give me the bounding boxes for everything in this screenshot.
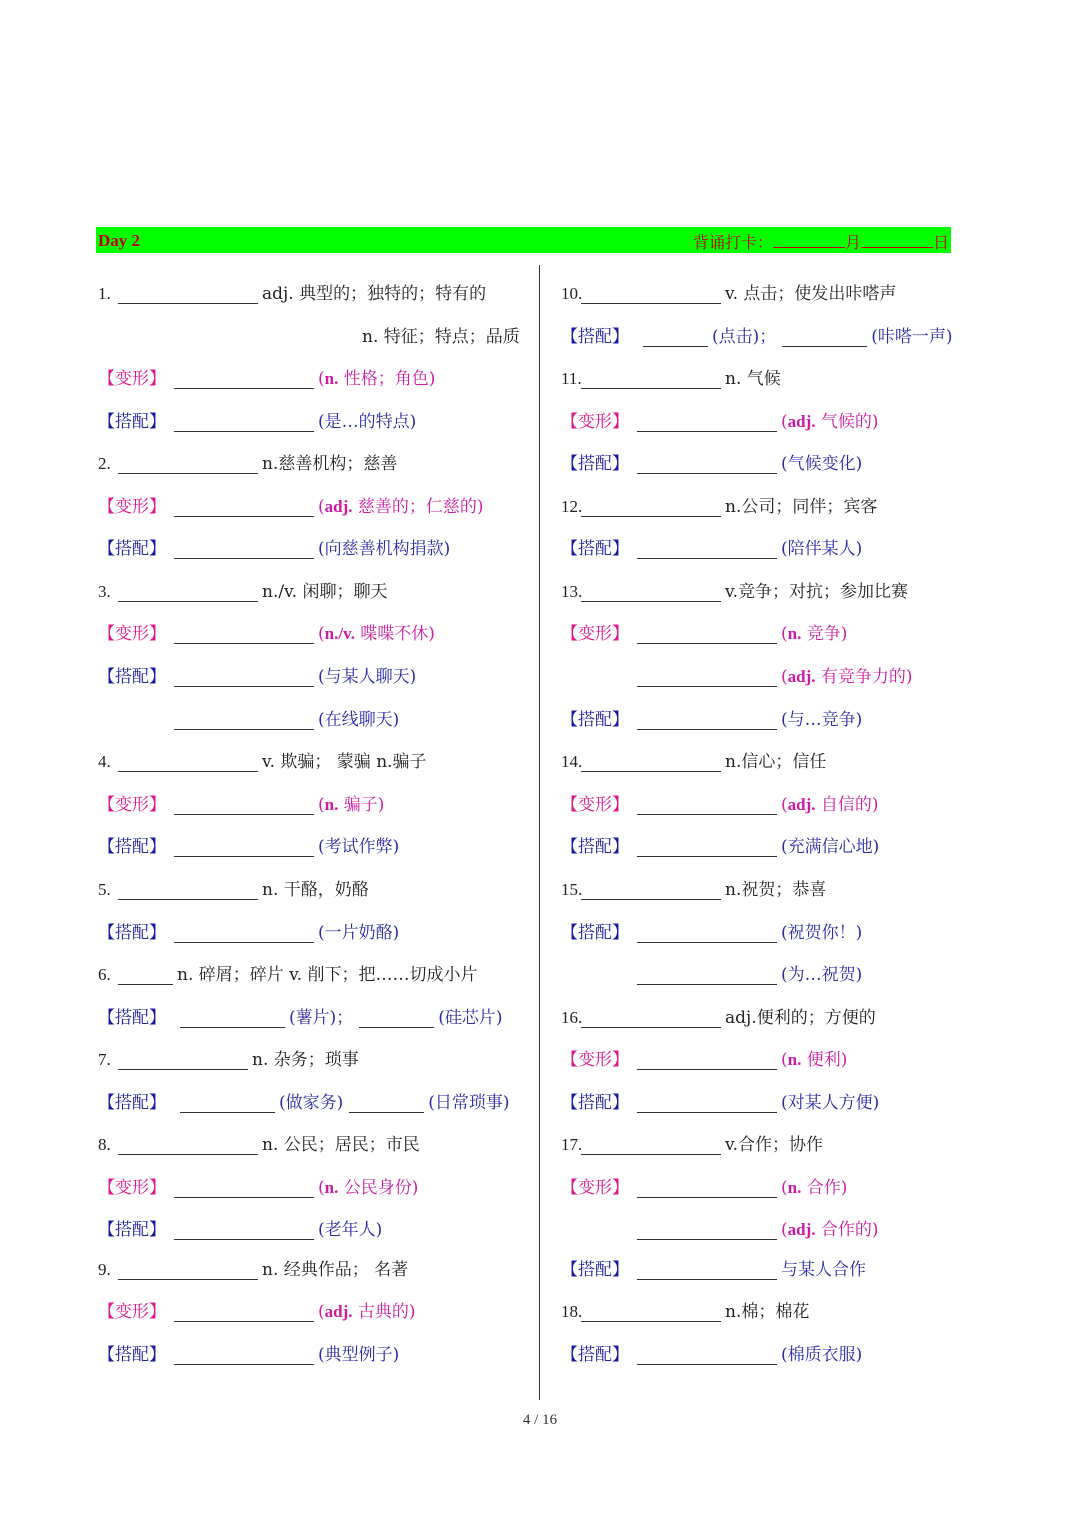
entry-meaning: n. 特征；特点；品质 <box>362 327 520 347</box>
entry-number: 5. <box>98 880 111 899</box>
row-l17 <box>98 955 478 985</box>
hint-text: (充满信心地) <box>781 837 880 857</box>
answer-blank[interactable] <box>118 457 258 474</box>
bianxing-tag: 【变形】 <box>98 1302 166 1322</box>
row-r14 <box>561 827 879 857</box>
entry-meaning: n.慈善机构；慈善 <box>262 454 398 474</box>
bianxing-tag: 【变形】 <box>561 795 629 815</box>
hint-text-2: (硅芯片) <box>438 1008 503 1028</box>
row-r4 <box>561 402 879 432</box>
answer-blank[interactable] <box>174 372 314 389</box>
row-l11 <box>98 700 399 730</box>
answer-blank[interactable] <box>581 1138 721 1155</box>
answer-blank[interactable] <box>118 1138 258 1155</box>
row-r9 <box>561 614 847 644</box>
answer-blank[interactable] <box>118 755 258 772</box>
bianxing-tag: 【变形】 <box>98 795 166 815</box>
answer-blank[interactable] <box>174 415 314 432</box>
row-l16 <box>98 913 399 943</box>
row-r24 <box>561 1250 866 1280</box>
answer-blank[interactable] <box>174 542 314 559</box>
entry-meaning: n. 碎屑；碎片 v. 削下；把……切成小片 <box>177 965 478 985</box>
hint-text: (adj. 有竞争力的) <box>781 667 913 687</box>
dapei-tag: 【搭配】 <box>98 1008 166 1028</box>
answer-blank[interactable] <box>174 670 314 687</box>
day-text: 日 <box>932 233 949 252</box>
row-l1 <box>98 274 486 304</box>
hint-text: (n. 便利) <box>781 1050 848 1070</box>
hint-text: (气候变化) <box>781 454 863 474</box>
entry-meaning: n./v. 闲聊；聊天 <box>262 582 388 602</box>
row-r5 <box>561 444 862 474</box>
row-l15 <box>98 870 369 900</box>
hint-text: (向慈善机构捐款) <box>318 539 451 559</box>
dapei-tag: 【搭配】 <box>561 923 629 943</box>
day-label: Day 2 <box>98 231 141 250</box>
answer-blank[interactable] <box>174 840 314 857</box>
entry-meaning: n.祝贺；恭喜 <box>725 880 827 900</box>
answer-blank[interactable] <box>637 840 777 857</box>
hint-text-2: (日常琐事) <box>428 1093 510 1113</box>
checkin-text: 背诵打卡： <box>692 233 773 252</box>
row-r3 <box>561 359 781 389</box>
hint-text: (adj. 自信的) <box>781 795 879 815</box>
entry-number: 8. <box>98 1135 111 1154</box>
month-blank[interactable] <box>773 233 845 248</box>
row-r12 <box>561 742 826 772</box>
answer-blank[interactable] <box>174 713 314 730</box>
answer-blank[interactable] <box>174 500 314 517</box>
entry-meaning: v. 点击；使发出咔嗒声 <box>725 284 897 304</box>
answer-blank[interactable] <box>581 883 721 900</box>
row-r2 <box>561 317 953 347</box>
row-l7 <box>98 529 450 559</box>
row-r7 <box>561 529 862 559</box>
answer-blank[interactable] <box>118 287 258 304</box>
row-l8 <box>98 572 387 602</box>
row-r20 <box>561 1083 879 1113</box>
answer-blank[interactable] <box>637 1223 777 1240</box>
hint-text: (adj. 气候的) <box>781 412 879 432</box>
answer-blank[interactable] <box>180 1096 275 1113</box>
row-l3 <box>98 359 435 389</box>
row-r15 <box>561 870 826 900</box>
dapei-tag: 【搭配】 <box>98 1220 166 1240</box>
entry-number: 11. <box>561 369 582 388</box>
bianxing-tag: 【变形】 <box>561 624 629 644</box>
dapei-tag: 【搭配】 <box>561 710 629 730</box>
answer-blank[interactable] <box>180 1011 285 1028</box>
hint-text: (adj. 慈善的；仁慈的) <box>318 497 484 517</box>
bianxing-tag: 【变形】 <box>98 369 166 389</box>
dapei-tag: 【搭配】 <box>561 1260 629 1280</box>
row-l2 <box>98 317 520 347</box>
entry-number: 17. <box>561 1135 583 1154</box>
row-r17 <box>561 955 862 985</box>
answer-blank[interactable] <box>581 1305 721 1322</box>
answer-blank[interactable] <box>174 1348 314 1365</box>
month-text: 月 <box>844 233 861 252</box>
answer-blank[interactable] <box>581 585 721 602</box>
row-l21 <box>98 1125 420 1155</box>
answer-blank[interactable] <box>637 1348 777 1365</box>
entry-meaning: n.信心；信任 <box>725 752 827 772</box>
answer-blank[interactable] <box>174 926 314 943</box>
hint-text: (n. 性格；角色) <box>318 369 436 389</box>
bianxing-tag: 【变形】 <box>98 497 166 517</box>
dapei-tag: 【搭配】 <box>561 327 629 347</box>
entry-meaning: adj. 典型的；独特的；特有的 <box>262 284 487 304</box>
answer-blank[interactable] <box>118 585 258 602</box>
entry-number: 4. <box>98 752 111 771</box>
answer-blank[interactable] <box>637 1096 777 1113</box>
dapei-tag: 【搭配】 <box>98 1093 166 1113</box>
hint-text: (点击)； <box>712 327 777 347</box>
hint-text: (adj. 合作的) <box>781 1220 879 1240</box>
entry-number: 16. <box>561 1008 583 1027</box>
answer-blank[interactable] <box>637 457 777 474</box>
hint-text: (n. 竞争) <box>781 624 848 644</box>
row-l6 <box>98 487 484 517</box>
answer-blank[interactable] <box>118 883 258 900</box>
hint-text: (为…祝贺) <box>781 965 863 985</box>
dapei-tag: 【搭配】 <box>561 539 629 559</box>
answer-blank[interactable] <box>174 798 314 815</box>
bianxing-tag: 【变形】 <box>561 412 629 432</box>
answer-blank[interactable] <box>581 1011 721 1028</box>
bianxing-tag: 【变形】 <box>561 1178 629 1198</box>
answer-blank[interactable] <box>581 500 721 517</box>
answer-blank[interactable] <box>637 415 777 432</box>
hint-text: (与…竞争) <box>781 710 863 730</box>
dapei-tag: 【搭配】 <box>98 923 166 943</box>
row-r16 <box>561 913 862 943</box>
page-number: 4 / 16 <box>522 1412 558 1428</box>
entry-number: 15. <box>561 880 583 899</box>
row-l4 <box>98 402 416 432</box>
answer-blank[interactable] <box>174 1181 314 1198</box>
answer-blank[interactable] <box>174 1223 314 1240</box>
answer-blank[interactable] <box>637 1181 777 1198</box>
entry-number: 10. <box>561 284 583 303</box>
answer-blank[interactable] <box>581 287 721 304</box>
entry-number: 1. <box>98 284 111 303</box>
entry-meaning: adj.便利的；方便的 <box>725 1008 876 1028</box>
entry-number: 13. <box>561 582 583 601</box>
hint-text: (是…的特点) <box>318 412 417 432</box>
row-r26 <box>561 1335 862 1365</box>
entry-meaning: n. 干酪，奶酪 <box>262 880 369 900</box>
dapei-tag: 【搭配】 <box>98 412 166 432</box>
entry-number: 3. <box>98 582 111 601</box>
hint-text: (棉质衣服) <box>781 1345 863 1365</box>
answer-blank[interactable] <box>174 627 314 644</box>
hint-text: 与某人合作 <box>781 1260 866 1280</box>
answer-blank[interactable] <box>637 926 777 943</box>
answer-blank[interactable] <box>581 755 721 772</box>
hint-text: (陪伴某人) <box>781 539 863 559</box>
row-l18 <box>98 998 503 1028</box>
hint-text: (adj. 古典的) <box>318 1302 416 1322</box>
answer-blank-2[interactable] <box>349 1096 424 1113</box>
entry-meaning: v.竞争；对抗；参加比赛 <box>725 582 908 602</box>
row-l24 <box>98 1250 408 1280</box>
dapei-tag: 【搭配】 <box>561 1345 629 1365</box>
row-l5 <box>98 444 397 474</box>
row-r25 <box>561 1292 809 1322</box>
hint-text: (n. 骗子) <box>318 795 385 815</box>
entry-meaning: n. 杂务；琐事 <box>252 1050 359 1070</box>
row-r23 <box>561 1210 879 1240</box>
row-l25 <box>98 1292 416 1322</box>
answer-blank[interactable] <box>174 1305 314 1322</box>
answer-blank[interactable] <box>118 968 173 985</box>
row-r22 <box>561 1168 847 1198</box>
row-r6 <box>561 487 877 517</box>
bianxing-tag: 【变形】 <box>561 1050 629 1070</box>
hint-text: (与某人聊天) <box>318 667 417 687</box>
entry-number: 9. <box>98 1260 111 1279</box>
answer-blank[interactable] <box>637 798 777 815</box>
dapei-tag: 【搭配】 <box>98 539 166 559</box>
answer-blank[interactable] <box>637 1053 777 1070</box>
row-l23 <box>98 1210 382 1240</box>
answer-blank[interactable] <box>637 670 777 687</box>
day-header-bar <box>96 227 951 253</box>
row-l26 <box>98 1335 399 1365</box>
answer-blank[interactable] <box>637 1263 777 1280</box>
answer-blank[interactable] <box>581 372 721 389</box>
hint-text: (老年人) <box>318 1220 383 1240</box>
entry-meaning: n. 公民；居民；市民 <box>262 1135 420 1155</box>
answer-blank[interactable] <box>118 1053 248 1070</box>
entry-number: 6. <box>98 965 111 984</box>
row-r13 <box>561 785 879 815</box>
answer-blank-2[interactable] <box>782 330 867 347</box>
dapei-tag: 【搭配】 <box>561 837 629 857</box>
answer-blank[interactable] <box>643 330 708 347</box>
day-blank[interactable] <box>861 233 933 248</box>
hint-text: (做家务) <box>279 1093 344 1113</box>
row-l9 <box>98 614 435 644</box>
bianxing-tag: 【变形】 <box>98 624 166 644</box>
column-divider <box>539 265 540 1400</box>
answer-blank[interactable] <box>118 1263 258 1280</box>
hint-text: (典型例子) <box>318 1345 400 1365</box>
hint-text: (薯片)； <box>289 1008 354 1028</box>
row-r11 <box>561 700 862 730</box>
entry-meaning: n.公司；同伴；宾客 <box>725 497 878 517</box>
row-l10 <box>98 657 416 687</box>
row-l14 <box>98 827 399 857</box>
row-r21 <box>561 1125 823 1155</box>
hint-text: (一片奶酪) <box>318 923 400 943</box>
entry-meaning: n. 经典作品； 名著 <box>262 1260 409 1280</box>
row-l22 <box>98 1168 418 1198</box>
bianxing-tag: 【变形】 <box>98 1178 166 1198</box>
entry-number: 14. <box>561 752 583 771</box>
hint-text: (祝贺你！) <box>781 923 863 943</box>
entry-meaning: n. 气候 <box>725 369 781 389</box>
row-r18 <box>561 998 876 1028</box>
entry-number: 12. <box>561 497 583 516</box>
answer-blank[interactable] <box>637 542 777 559</box>
hint-text-2: (咔嗒一声) <box>871 327 953 347</box>
hint-text: (考试作弊) <box>318 837 400 857</box>
checkin-label <box>693 230 949 253</box>
dapei-tag: 【搭配】 <box>98 837 166 857</box>
row-l20 <box>98 1083 510 1113</box>
dapei-tag: 【搭配】 <box>98 667 166 687</box>
entry-number: 7. <box>98 1050 111 1069</box>
answer-blank[interactable] <box>637 968 777 985</box>
entry-number: 2. <box>98 454 111 473</box>
answer-blank[interactable] <box>637 713 777 730</box>
hint-text: (n. 合作) <box>781 1178 848 1198</box>
row-r1 <box>561 274 896 304</box>
answer-blank[interactable] <box>637 627 777 644</box>
entry-number: 18. <box>561 1302 583 1321</box>
row-r10 <box>561 657 913 687</box>
dapei-tag: 【搭配】 <box>561 1093 629 1113</box>
hint-text: (n. 公民身份) <box>318 1178 419 1198</box>
row-r19 <box>561 1040 847 1070</box>
entry-meaning: v. 欺骗； 蒙骗 n.骗子 <box>262 752 427 772</box>
hint-text: (在线聊天) <box>318 710 400 730</box>
hint-text: (对某人方便) <box>781 1093 880 1113</box>
row-l12 <box>98 742 427 772</box>
answer-blank-2[interactable] <box>359 1011 434 1028</box>
dapei-tag: 【搭配】 <box>98 1345 166 1365</box>
row-r8 <box>561 572 908 602</box>
entry-meaning: v.合作；协作 <box>725 1135 823 1155</box>
hint-text: (n./v. 喋喋不休) <box>318 624 435 644</box>
entry-meaning: n.棉；棉花 <box>725 1302 810 1322</box>
row-l13 <box>98 785 384 815</box>
row-l19 <box>98 1040 359 1070</box>
dapei-tag: 【搭配】 <box>561 454 629 474</box>
